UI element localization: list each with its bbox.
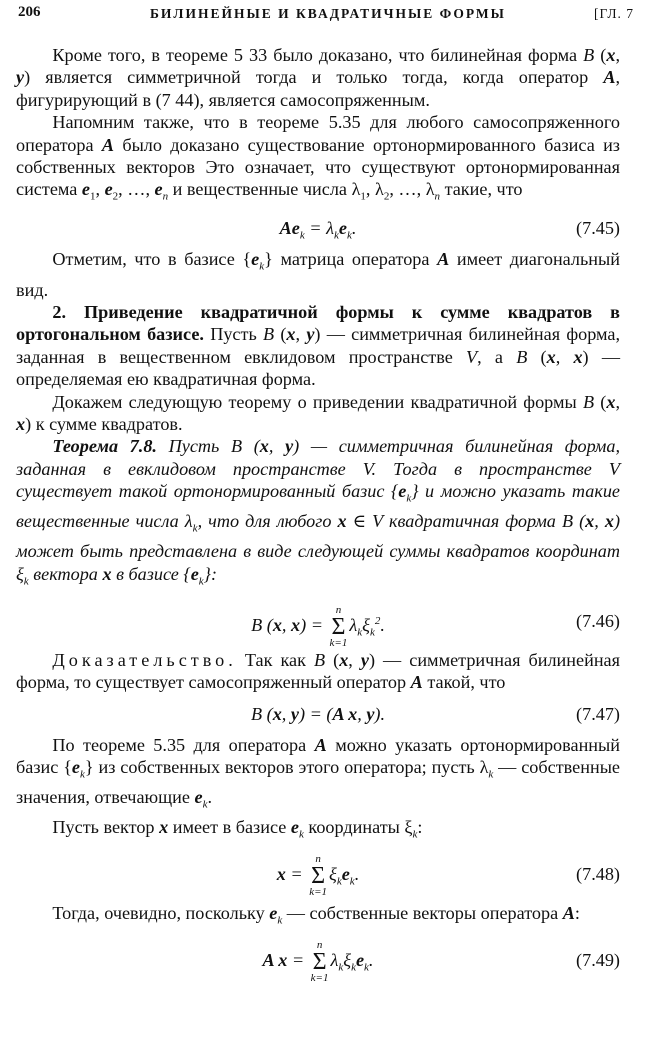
page-number: 206: [18, 4, 41, 20]
equation-7-46: B (x, x) = n Σ k=1 $\lambda_k\xi_k^2$. (7.46): [16, 593, 620, 649]
paragraph-7: Тогда, очевидно, поскольку $e_k$ — собственные векторы оператора A:: [52, 903, 580, 927]
running-title: БИЛИНЕЙНЫЕ И КВАДРАТИЧНЫЕ ФОРМЫ: [150, 6, 506, 21]
sum-symbol: n Σ k=1: [329, 603, 348, 649]
sum-symbol: n Σ k=1: [310, 938, 329, 984]
paragraph-1: Кроме того, в теореме 5 33 было доказано, что билинейная форма B (x, y) является симметричной тогда и только тогда, когда оператор A, фигурирующий в (7 44), является самосопряженным.: [16, 45, 620, 110]
section-2-paragraph: 2. Приведение квадратичной формы к сумме квадратов в ортогональном базисе. Пусть B (x, y) — симметричная билинейная форма, заданная в вещественном евклидовом пространстве V, а B (x, x) — определяемая ею квадратичная форма.: [16, 301, 621, 390]
paragraph-4: Докажем следующую теорему о приведении квадратичной формы B (x, x) к сумме квадратов.: [16, 391, 620, 434]
equation-7-48: x = n Σ k=1 $\xi_ke_k$. (7.48): [16, 846, 620, 902]
chapter-marker: [ГЛ. 7: [594, 6, 634, 21]
equation-number: (7.48): [576, 864, 620, 885]
section-title: 2. Приведение квадратичной формы к сумме квадратов в ортогональном базисе.: [16, 301, 620, 345]
paragraph-5: По теореме 5.35 для оператора A можно указать ортонормированный базис $\{e_k\}$ из собственных векторов этого оператора; пусть $\lambda_k$ — собственные значения, отвечающие $e_k$.: [16, 734, 620, 811]
theorem-7-8: Теорема 7.8. Пусть B (x, y) — симметричная билинейная форма, заданная в евклидовом пространстве V. Тогда в пространстве V существует такой ортонормированный базис $\{e_k\}$ и можно указать такие вещественные числа $\lambda_k$, что для любого x ∈ V квадратичная форма B (x, x) может быть представлена в виде следующей суммы квадратов координат $\xi_k$ вектора x в базисе $\{e_k\}$:: [16, 436, 621, 588]
equation-number: (7.45): [576, 218, 620, 239]
proof-label: Доказательство.: [52, 649, 237, 670]
paragraph-2: Напомним также, что в теореме 5.35 для любого самосопряженного оператора A было доказано существование ортонормированного базиса из собственных векторов Это означает, что существуют ортонормированная система $e_1$, $e_2$, …, $e_n$ и вещественные числа $\lambda_1$, $\lambda_2$, …, $\lambda_n$ такие, что: [16, 112, 620, 204]
equation-7-47: B (x, y) = (A x, y). (7.47): [16, 694, 620, 734]
equation-7-45: $Ae_k = \lambda_ke_k$. (7.45): [16, 208, 620, 248]
page-body: [16, 44, 620, 988]
paragraph-6: Пусть вектор x имеет в базисе $e_k$ координаты $\xi_k$:: [52, 817, 423, 841]
equation-7-49: A x = n Σ k=1 $\lambda_k\xi_ke_k$. (7.49): [16, 932, 620, 988]
theorem-label: Теорема 7.8.: [52, 436, 157, 457]
proof-paragraph: Доказательство. Так как B (x, y) — симметричная билинейная форма, то существует самосопряженный оператор A такой, что: [16, 649, 620, 693]
page-header: [18, 2, 634, 26]
equation-number: (7.47): [576, 703, 620, 724]
sum-symbol: n Σ k=1: [309, 852, 328, 898]
equation-number: (7.46): [576, 610, 620, 631]
equation-number: (7.49): [576, 950, 620, 971]
paragraph-3: Отметим, что в базисе $\{e_k\}$ матрица оператора A имеет диагональный вид.: [16, 249, 620, 300]
